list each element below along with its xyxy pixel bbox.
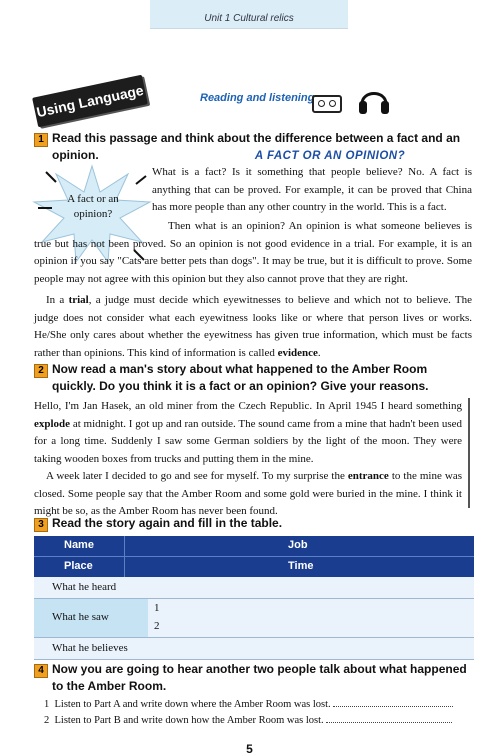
question-number-2: 2 (34, 364, 48, 378)
s1-bold-explode: explode (34, 417, 71, 430)
table-row (34, 599, 474, 638)
s2-part-a: A week later I decided to go and see for myself. To my surprise the (46, 470, 348, 482)
row-label-saw: What he saw (52, 611, 109, 623)
item-text: Listen to Part A and write down where the Amber Room was lost. (54, 699, 331, 710)
s2-bold-entrance: entrance (347, 470, 389, 482)
s1-part-b: at midnight. I got up and ran outside. The sound came from a mine that hadn't been used for a long time. Suddenly I saw some German soldiers by the light of the moon. They were taking wooden boxes from trucks and putting them in the mine. (34, 417, 462, 465)
saw-number-2: 2 (154, 620, 160, 632)
row-label-believes: What he believes (52, 642, 128, 654)
s1-part-a: Hello, I'm Jan Hasek, an old miner from the Czech Republic. In April 1945 I heard something (34, 400, 462, 412)
story-paragraph-1 (34, 398, 462, 468)
fill-in-table (34, 536, 474, 660)
p3-part-b: , a judge must decide which eyewitnesses to believe and which not to believe. The judge does not consider what each eyewitness looks like or where that person lives or works. He/She only cares about whether the eyewitness has given true information, which must be facts rather than opinions. This kind of information is called (34, 294, 472, 359)
col-place: Place (64, 560, 93, 572)
answer-line[interactable] (326, 712, 452, 723)
saw-number-1: 1 (154, 602, 160, 614)
answer-line[interactable] (333, 696, 453, 707)
table-row (34, 577, 474, 599)
passage-paragraph-1: What is a fact? Is it something that people believe? No. A fact is anything that can be proved. For example, it can be proved that China has more people than any other country in the world. This is a fact. (152, 166, 472, 213)
passage-paragraph-2 (34, 218, 472, 288)
question-3-text: Read the story again and fill in the table. (52, 516, 283, 530)
paragraph-2-text: Then what is an opinion? An opinion is what someone believes is true but has not been proved. So an opinion is not good evidence in a trial. For example, it is an opinion if you say "Cats are better pets than dogs". It may be true, but it is difficult to prove. Some people may not agree with this opinion but they also cannot prove that they are right. (34, 220, 472, 285)
question-number-3: 3 (34, 518, 48, 532)
item-text: Listen to Part B and write down how the Amber Room was lost. (54, 715, 324, 726)
question-1-text: Read this passage and think about the difference between a fact and an opinion. (52, 131, 461, 162)
col-job: Job (288, 539, 308, 551)
using-language-badge: Using Language (32, 75, 148, 128)
passage-paragraph-3 (34, 292, 472, 362)
question-2-text: Now read a man's story about what happened to the Amber Room quickly. Do you think it is a fact or an opinion? Give your reasons. (52, 362, 429, 393)
section-label: Reading and listening (200, 92, 315, 104)
passage-title: A FACT OR AN OPINION? (254, 150, 406, 162)
header-divider (124, 557, 125, 577)
table-row (34, 638, 474, 660)
s2-part-b: to the mine was closed. Some people say that the Amber Room and some gold were buried in the mine. I think it might be so, as the Amber Room has never been found. (34, 470, 462, 517)
col-name: Name (64, 539, 94, 551)
table-header-row-1 (34, 536, 474, 556)
headphones-icon (356, 82, 392, 118)
p3-bold-trial: trial (68, 294, 89, 306)
question-4-text: Now you are going to hear another two people talk about what happened to the Amber Room. (52, 662, 467, 693)
unit-header: Unit 1 Cultural relics (204, 13, 294, 24)
item-number: 1 (44, 699, 50, 710)
question-number-1: 1 (34, 133, 48, 147)
starburst-label: A fact or an opinion? (67, 193, 119, 220)
cassette-icon (312, 95, 342, 113)
p3-part-a: In a (46, 294, 69, 306)
table-header-row-2 (34, 556, 474, 577)
header-divider (124, 536, 125, 556)
item-number: 2 (44, 715, 50, 726)
question-number-4: 4 (34, 664, 48, 678)
story-paragraph-2 (34, 468, 462, 521)
page-number: 5 (246, 742, 253, 756)
miner-story (34, 398, 470, 517)
listening-item (44, 696, 472, 712)
row-label-heard: What he heard (52, 581, 117, 593)
p3-part-c: . (317, 346, 321, 359)
col-time: Time (288, 560, 314, 572)
listening-item (44, 712, 472, 728)
p3-bold-evidence: evidence (277, 346, 318, 359)
